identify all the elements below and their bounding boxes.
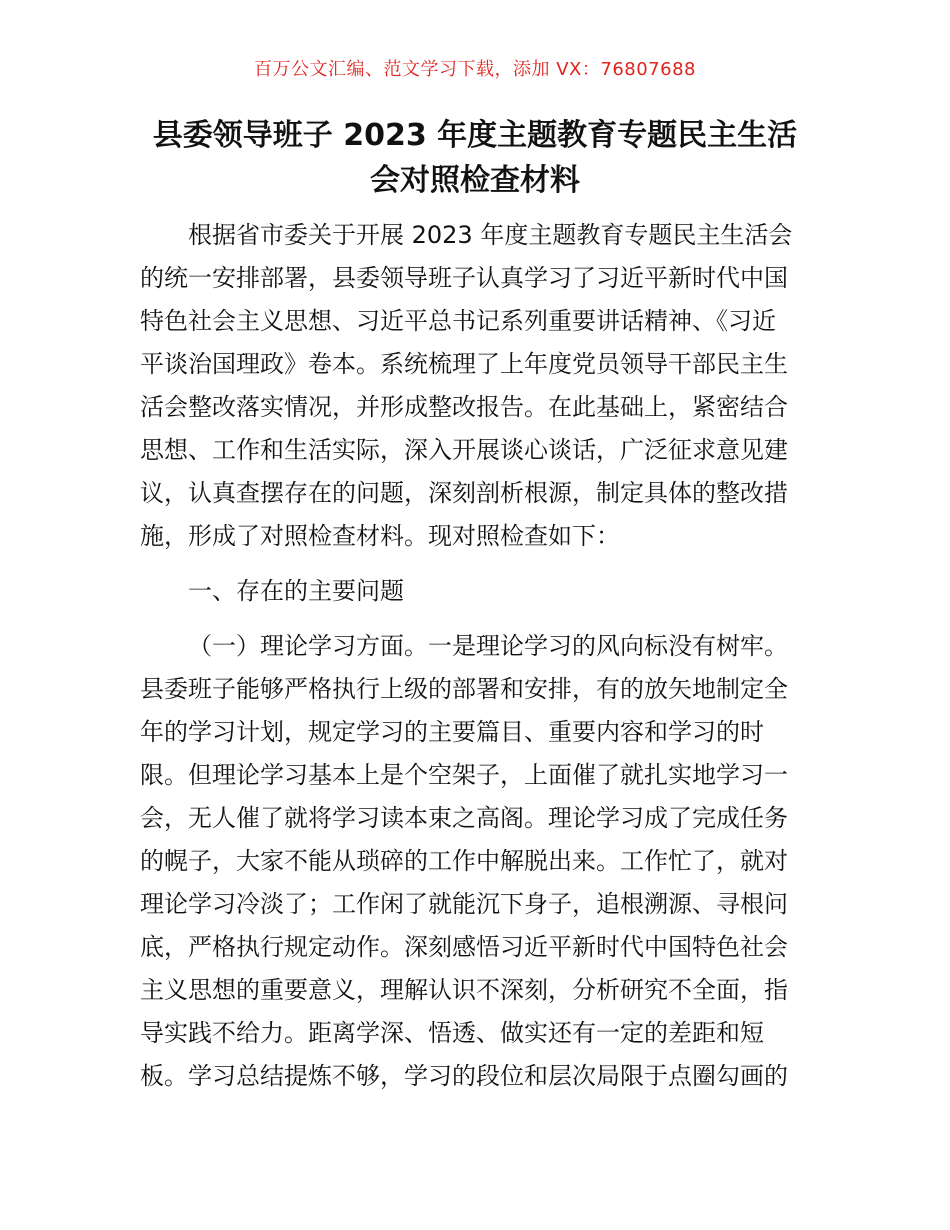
text-line: 的统一安排部署，县委领导班子认真学习了习近平新时代中国 [140,264,788,292]
text-line: 导实践不给力。距离学深、悟透、做实还有一定的差距和短 [140,1019,764,1047]
text-line: 会，无人催了就将学习读本束之高阁。理论学习成了完成任务 [140,804,788,832]
body-paragraph [140,625,815,1098]
text-line: 议，认真查摆存在的问题，深刻剖析根源，制定具体的整改措 [140,479,788,507]
text-line: 根据省市委关于开展 2023 年度主题教育专题民主生活会 [188,221,793,249]
text-line: 理论学习冷淡了；工作闲了就能沉下身子，追根溯源、寻根问 [140,890,788,918]
title-line: 会对照检查材料 [370,163,580,198]
text-line: 特色社会主义思想、习近平总书记系列重要讲话精神、《习近 [140,307,776,335]
document-body [140,214,815,1098]
text-line: 板。学习总结提炼不够，学习的段位和层次局限于点圈勾画的 [140,1062,788,1090]
text-line: 年的学习计划，规定学习的主要篇目、重要内容和学习的时 [140,718,764,746]
text-line: 施，形成了对照检查材料。现对照检查如下： [140,522,620,550]
document-title [125,113,825,203]
text-line: 底，严格执行规定动作。深刻感悟习近平新时代中国特色社会 [140,933,788,961]
text-line: 一、存在的主要问题 [188,577,404,605]
text-line: 限。但理论学习基本上是个空架子，上面催了就扎实地学习一 [140,761,788,789]
text-line: 主义思想的重要意义，理解认识不深刻，分析研究不全面，指 [140,976,788,1004]
header-note: 百万公文汇编、范文学习下载，添加 VX：76807688 [254,59,696,80]
text-line: （一）理论学习方面。一是理论学习的风向标没有树牢。 [188,632,788,660]
intro-paragraph [140,214,815,558]
section-heading [140,570,815,613]
text-line: 县委班子能够严格执行上级的部署和安排，有的放矢地制定全 [140,675,788,703]
text-line: 活会整改落实情况，并形成整改报告。在此基础上，紧密结合 [140,393,788,421]
text-line: 平谈治国理政》卷本。系统梳理了上年度党员领导干部民主生 [140,350,788,378]
text-line: 思想、工作和生活实际，深入开展谈心谈话，广泛征求意见建 [140,436,788,464]
title-line: 县委领导班子 2023 年度主题教育专题民主生活 [152,118,798,153]
text-line: 的幌子，大家不能从琐碎的工作中解脱出来。工作忙了，就对 [140,847,788,875]
